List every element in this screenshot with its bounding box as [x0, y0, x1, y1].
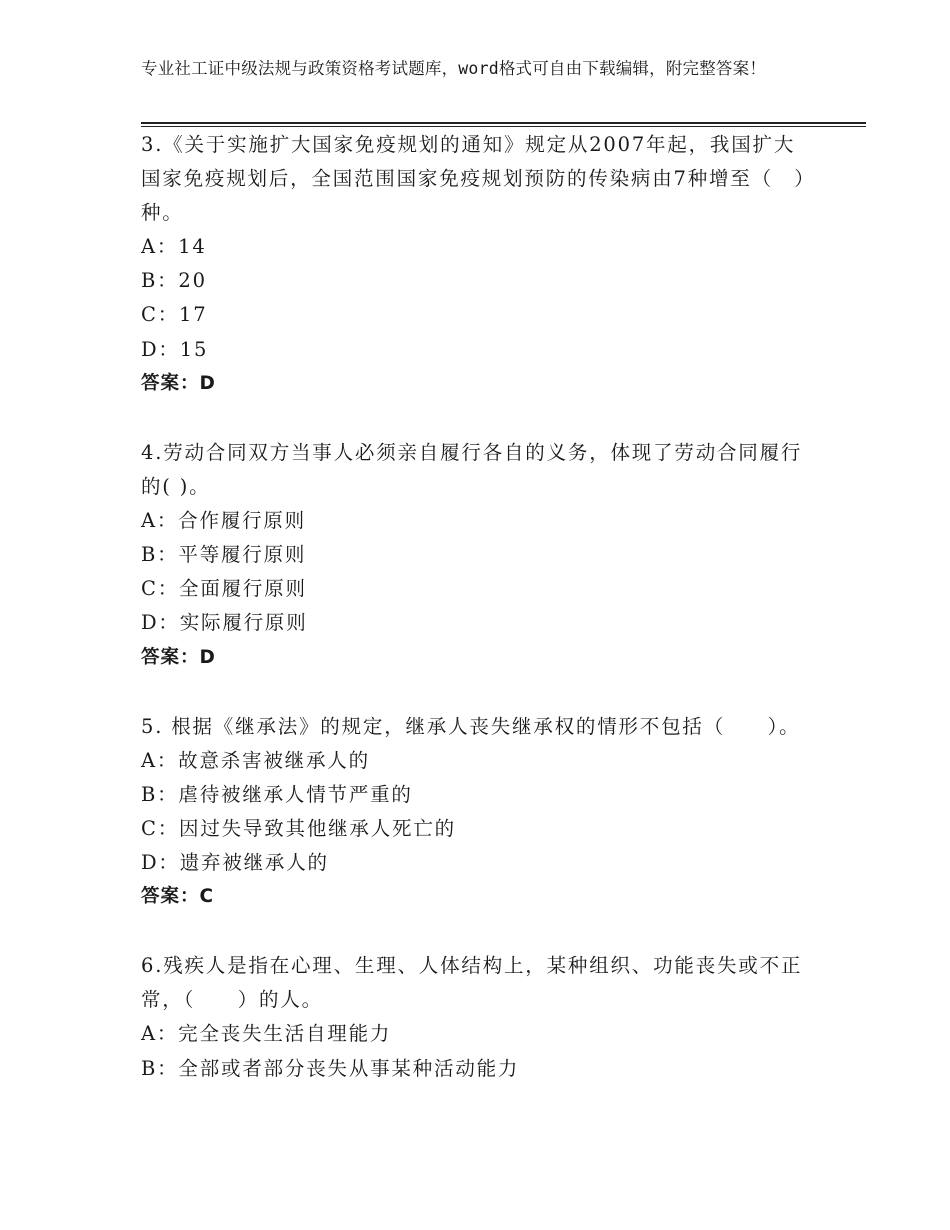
question-3 [141, 128, 806, 401]
question-4 [141, 436, 806, 675]
question-spacer [141, 675, 806, 710]
option-c: C：全面履行原则 [141, 577, 307, 601]
question-6 [141, 949, 806, 1085]
option-a: A：合作履行原则 [141, 508, 306, 532]
question-text: 5. 根据《继承法》的规定，继承人丧失继承权的情形不包括（ ）。 [141, 714, 801, 738]
option-a: A：故意杀害被继承人的 [141, 748, 370, 772]
question-list [141, 128, 806, 1086]
option-b: B：平等履行原则 [141, 543, 307, 567]
option-a: A：14 [141, 235, 207, 258]
question-5 [141, 710, 806, 915]
answer-line: 答案：C [141, 886, 215, 908]
option-c: C：17 [141, 303, 208, 327]
answer-line: 答案：D [141, 646, 216, 668]
page-header: 专业社工证中级法规与政策资格考试题库，word格式可自由下载编辑，附完整答案！ [141, 59, 767, 78]
option-d: D：15 [141, 337, 209, 361]
question-text: 4.劳动合同双方当事人必须亲自履行各自的义务，体现了劳动合同履行的( )。 [141, 440, 803, 498]
header-divider-thin [141, 126, 866, 127]
question-spacer [141, 401, 806, 436]
option-b: B：虐待被继承人情节严重的 [141, 782, 413, 806]
question-text: 3.《关于实施扩大国家免疫规划的通知》规定从2007年起，我国扩大国家免疫规划后，全国范围国家免疫规划预防的传染病由7种增至（ ）种。 [141, 133, 806, 224]
option-c: C：因过失导致其他继承人死亡的 [141, 817, 456, 841]
option-a: A：完全丧失生活自理能力 [141, 1022, 392, 1046]
question-text: 6.残疾人是指在心理、生理、人体结构上，某种组织、功能丧失或不正常，（ ）的人。 [141, 954, 803, 1012]
option-b: B：全部或者部分丧失从事某种活动能力 [141, 1056, 520, 1080]
option-b: B：20 [141, 269, 207, 293]
option-d: D：遗弃被继承人的 [141, 851, 329, 875]
header-divider-thick [141, 122, 866, 124]
answer-line: 答案：D [141, 372, 216, 394]
question-spacer [141, 914, 806, 949]
option-d: D：实际履行原则 [141, 611, 308, 635]
